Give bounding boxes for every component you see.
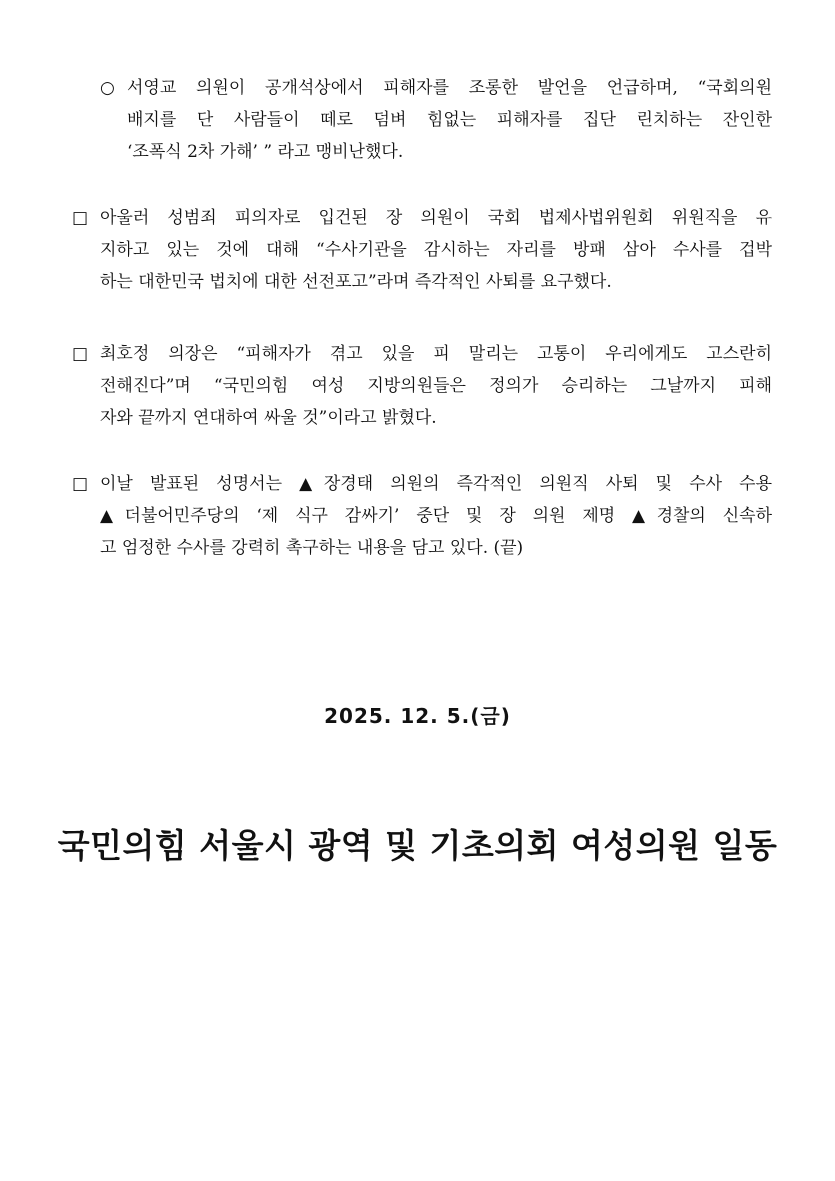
paragraph-3 xyxy=(100,338,772,434)
paragraph-1-line-1: 서영교 의원이 공개석상에서 피해자를 조롱한 발언을 언급하며, “국회의원 xyxy=(127,78,772,98)
paragraph-4-marker: □ xyxy=(72,474,89,494)
paragraph-3-line-2: 전해진다”며 “국민의힘 여성 지방의원들은 정의가 승리하는 그날까지 피해 xyxy=(100,376,772,396)
paragraph-4-line-3: 고 엄정한 수사를 강력히 촉구하는 내용을 담고 있다. (끝) xyxy=(100,538,524,558)
organization-name: 국민의힘 서울시 광역 및 기초의회 여성의원 일동 xyxy=(57,826,778,865)
paragraph-4-line-1: 이날 발표된 성명서는 ▲장경태 의원의 즉각적인 의원직 사퇴 및 수사 수용 xyxy=(100,474,772,494)
paragraph-4 xyxy=(100,468,772,564)
paragraph-2-line-2: 지하고 있는 것에 대해 “수사기관을 감시하는 자리를 방패 삼아 수사를 겁박 xyxy=(100,240,772,260)
paragraph-3-line-1: 최호정 의장은 “피해자가 겪고 있을 피 말리는 고통이 우리에게도 고스란히 xyxy=(100,344,772,364)
paragraph-2 xyxy=(100,202,772,298)
paragraph-1-line-3: ‘조폭식 2차 가해’ ” 라고 맹비난했다. xyxy=(127,142,404,162)
paragraph-4-line-2: ▲더불어민주당의 ‘제 식구 감싸기’ 중단 및 장 의원 제명 ▲경찰의 신속하 xyxy=(100,506,772,526)
release-date: 2025. 12. 5.(금) xyxy=(324,704,511,728)
paragraph-2-line-3: 하는 대한민국 법치에 대한 선전포고”라며 즉각적인 사퇴를 요구했다. xyxy=(100,272,612,292)
paragraph-3-line-3: 자와 끝까지 연대하여 싸울 것”이라고 밝혔다. xyxy=(100,408,437,428)
paragraph-3-marker: □ xyxy=(72,344,89,364)
paragraph-2-marker: □ xyxy=(72,208,89,228)
paragraph-2-line-1: 아울러 성범죄 피의자로 입건된 장 의원이 국회 법제사법위원회 위원직을 유 xyxy=(100,208,772,228)
paragraph-1-line-2: 배지를 단 사람들이 떼로 덤벼 힘없는 피해자를 집단 린치하는 잔인한 xyxy=(127,110,772,130)
paragraph-1-marker: ○ xyxy=(100,78,115,98)
paragraph-1 xyxy=(127,72,772,168)
